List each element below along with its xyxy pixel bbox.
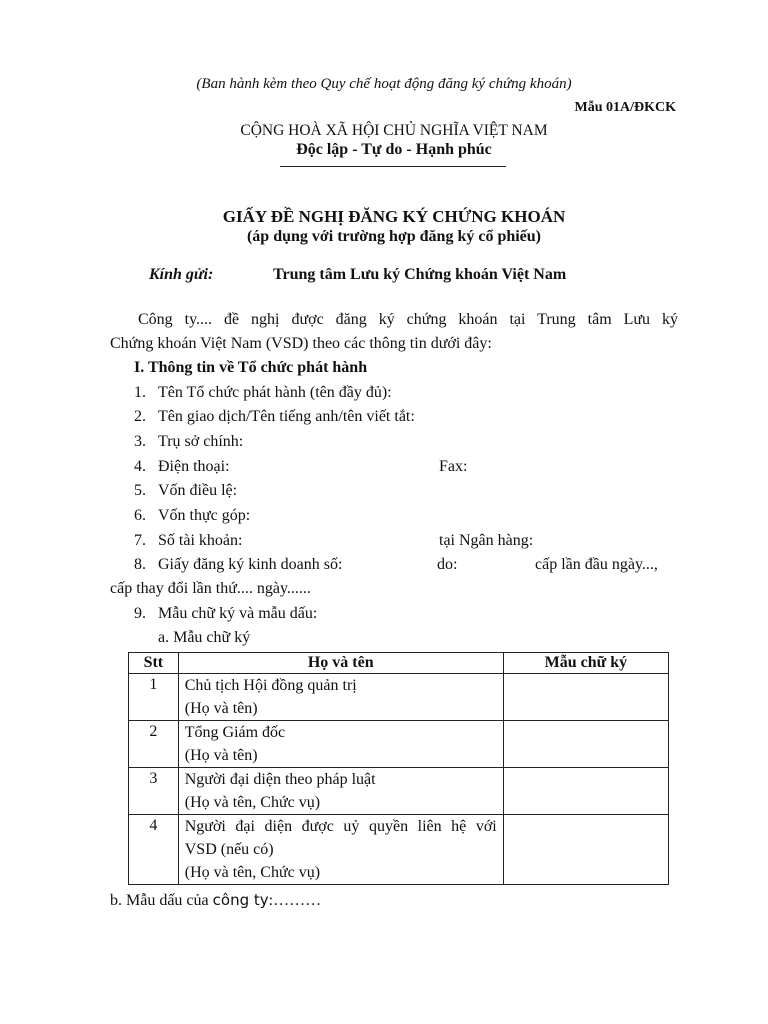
row-title-continued: VSD (nếu có) [184,841,274,858]
signature-specimen-heading: a. Mẫu chữ ký [158,629,251,646]
seal-dots: :……… [268,892,322,909]
item-charter-capital: Vốn điều lệ: [158,482,238,499]
item-paid-capital: Vốn thực góp: [158,507,251,524]
column-header-name: Họ và tên [178,653,503,674]
row-stt: 4 [129,815,179,885]
signature-box [503,674,668,721]
item-number: 2. [134,408,146,425]
signature-box [503,721,668,768]
row-stt: 3 [129,768,179,815]
item-issuer-name: Tên Tổ chức phát hành (tên đầy đủ): [158,384,392,401]
row-name-cell [178,815,503,885]
row-title: Người đại diện theo pháp luật [184,771,376,788]
signature-box [503,815,668,885]
row-title: Chủ tịch Hội đồng quản trị [184,677,357,694]
row-name-cell [178,768,503,815]
item-license-first-date: cấp lần đầu ngày..., [535,556,658,573]
row-name-cell [178,721,503,768]
issued-note: (Ban hành kèm theo Quy chế hoạt động đăng ký chứng khoán) [196,76,572,92]
item-number: 5. [134,482,146,499]
column-header-stt: Stt [129,653,179,674]
signature-box [503,768,668,815]
item-phone: Điện thoại: [158,458,230,475]
item-number: 6. [134,507,146,524]
item-number: 8. [134,556,146,573]
item-number: 3. [134,433,146,450]
item-head-office: Trụ sở chính: [158,433,244,450]
recipient-label: Kính gửi: [149,266,214,283]
table-row [129,768,669,815]
item-fax: Fax: [439,458,468,475]
table-row [129,815,669,885]
nation-title: CỘNG HOÀ XÃ HỘI CHỦ NGHĨA VIỆT NAM [240,122,548,139]
item-number: 1. [134,384,146,401]
row-title: Người đại diện được uỷ quyền liên hệ với [184,818,497,835]
item-trade-name: Tên giao dịch/Tên tiếng anh/tên viết tắt: [158,408,415,425]
item-license-change: cấp thay đổi lần thứ.... ngày...... [110,580,311,597]
row-stt: 2 [129,721,179,768]
intro-line-2: Chứng khoán Việt Nam (VSD) theo các thông tin dưới đây: [110,335,492,352]
table-row [129,674,669,721]
item-business-license: Giấy đăng ký kinh doanh số: [158,556,343,573]
column-header-signature: Mẫu chữ ký [503,653,668,674]
section-heading: I. Thông tin về Tổ chức phát hành [134,359,368,376]
seal-specimen-line [110,891,321,910]
row-title: Tổng Giám đốc [184,724,286,741]
recipient-name: Trung tâm Lưu ký Chứng khoán Việt Nam [273,266,567,283]
motto: Độc lập - Tự do - Hạnh phúc [296,141,492,158]
item-bank: tại Ngân hàng: [439,532,534,549]
item-number: 7. [134,532,146,549]
seal-company: công ty [212,891,269,909]
table-header-row [129,653,669,674]
row-note: (Họ và tên, Chức vụ) [184,794,321,811]
row-note: (Họ và tên) [184,747,258,764]
intro-line-1: Công ty.... đề nghị được đăng ký chứng khoán tại Trung tâm Lưu ký [138,311,678,328]
row-note: (Họ và tên) [184,700,258,717]
motto-underline [280,166,506,167]
document-title: GIẤY ĐỀ NGHỊ ĐĂNG KÝ CHỨNG KHOÁN [222,207,566,226]
seal-label: b. Mẫu dấu của [110,892,213,909]
item-license-issuer: do: [437,556,458,573]
item-account: Số tài khoản: [158,532,243,549]
row-name-cell [178,674,503,721]
form-code: Mẫu 01A/ĐKCK [574,100,676,115]
row-stt: 1 [129,674,179,721]
item-number: 4. [134,458,146,475]
row-note: (Họ và tên, Chức vụ) [184,864,321,881]
table-row [129,721,669,768]
item-number: 9. [134,605,146,622]
document-subtitle: (áp dụng với trường hợp đăng ký cổ phiếu) [246,228,542,245]
item-specimens: Mẫu chữ ký và mẫu dấu: [158,605,318,622]
signature-table [128,652,669,885]
